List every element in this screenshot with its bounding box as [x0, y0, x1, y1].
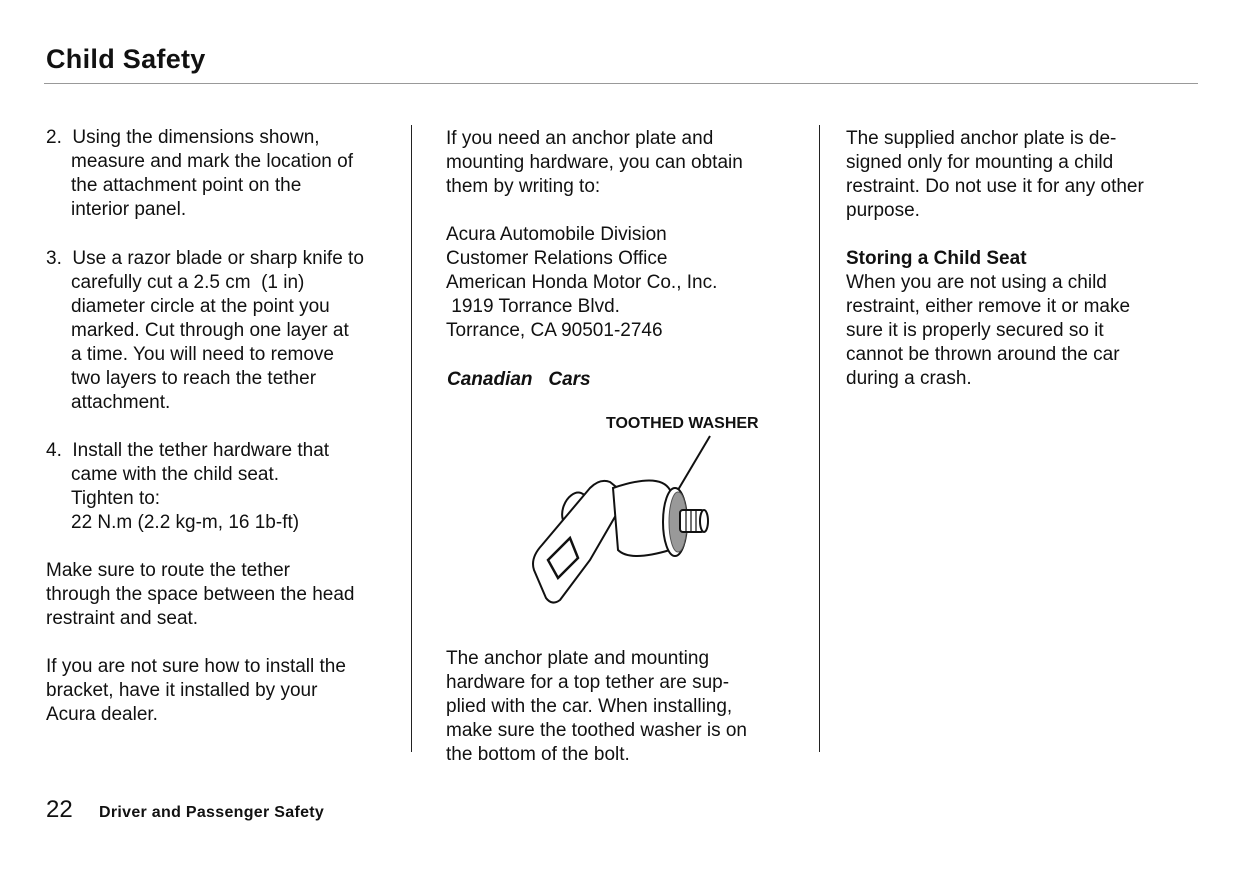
text-line: cannot be thrown around the car [846, 344, 1120, 365]
text-line: carefully cut a 2.5 cm (1 in) [71, 272, 305, 293]
storing-paragraph [846, 271, 1130, 391]
text-line: marked. Cut through one layer at [71, 320, 349, 341]
page-number: 22 [46, 796, 73, 823]
text-line: diameter circle at the point you [71, 296, 330, 317]
text-line: Tighten to: [71, 488, 161, 509]
text-line: the attachment point on the [71, 175, 302, 196]
bottom-paragraph [446, 647, 747, 767]
text-line: restraint and seat. [46, 608, 199, 629]
section-heading: Storing a Child Seat [846, 248, 1027, 269]
step-4 [46, 439, 329, 535]
text-line: sure it is properly secured so it [846, 320, 1104, 341]
text-line: plied with the car. When installing, [446, 696, 733, 717]
header-rule [44, 83, 1198, 84]
text-line: Acura dealer. [46, 704, 158, 725]
text-line: attachment. [71, 392, 171, 413]
text-line: measure and mark the location of [71, 151, 353, 172]
text-line: Acura Automobile Division [446, 224, 667, 245]
text-line: them by writing to: [446, 176, 601, 197]
text-line: 3. Use a razor blade or sharp knife to [46, 248, 364, 269]
subheading-canadian-cars: Canadian Cars [447, 369, 591, 390]
text-line: 1919 Torrance Blvd. [446, 296, 620, 317]
route-paragraph [46, 559, 354, 631]
text-line: 22 N.m (2.2 kg-m, 16 1b-ft) [71, 512, 300, 533]
anchor-plate-illustration [520, 410, 800, 610]
supplied-paragraph [846, 127, 1144, 223]
text-line: during a crash. [846, 368, 972, 389]
text-line: signed only for mounting a child [846, 152, 1114, 173]
text-line: Torrance, CA 90501-2746 [446, 320, 663, 341]
text-line: mounting hardware, you can obtain [446, 152, 743, 173]
text-line: bracket, have it installed by your [46, 680, 318, 701]
text-line: interior panel. [71, 199, 187, 220]
step-3 [46, 247, 364, 415]
figure-label: TOOTHED WASHER [606, 415, 759, 432]
column-divider [411, 125, 412, 752]
text-line: Make sure to route the tether [46, 560, 290, 581]
address-block [446, 223, 717, 343]
text-line: two layers to reach the tether [71, 368, 317, 389]
text-line: came with the child seat. [71, 464, 280, 485]
text-line: American Honda Motor Co., Inc. [446, 272, 718, 293]
text-line: hardware for a top tether are sup- [446, 672, 730, 693]
text-line: restraint, either remove it or make [846, 296, 1131, 317]
text-line: If you need an anchor plate and [446, 128, 714, 149]
footer-section-title: Driver and Passenger Safety [99, 804, 325, 821]
step-2 [46, 126, 353, 222]
page-title: Child Safety [46, 44, 206, 74]
unsure-paragraph [46, 655, 346, 727]
text-line: through the space between the head [46, 584, 355, 605]
text-line: a time. You will need to remove [71, 344, 334, 365]
text-line: The supplied anchor plate is de- [846, 128, 1117, 149]
text-line: make sure the toothed washer is on [446, 720, 748, 741]
text-line: the bottom of the bolt. [446, 744, 630, 765]
intro-paragraph [446, 127, 743, 199]
text-line: restraint. Do not use it for any other [846, 176, 1144, 197]
text-line: The anchor plate and mounting [446, 648, 710, 669]
text-line: purpose. [846, 200, 920, 221]
text-line: When you are not using a child [846, 272, 1107, 293]
text-line: 4. Install the tether hardware that [46, 440, 330, 461]
text-line: 2. Using the dimensions shown, [46, 127, 320, 148]
column-divider [819, 125, 820, 752]
text-line: If you are not sure how to install the [46, 656, 346, 677]
text-line: Customer Relations Office [446, 248, 668, 269]
